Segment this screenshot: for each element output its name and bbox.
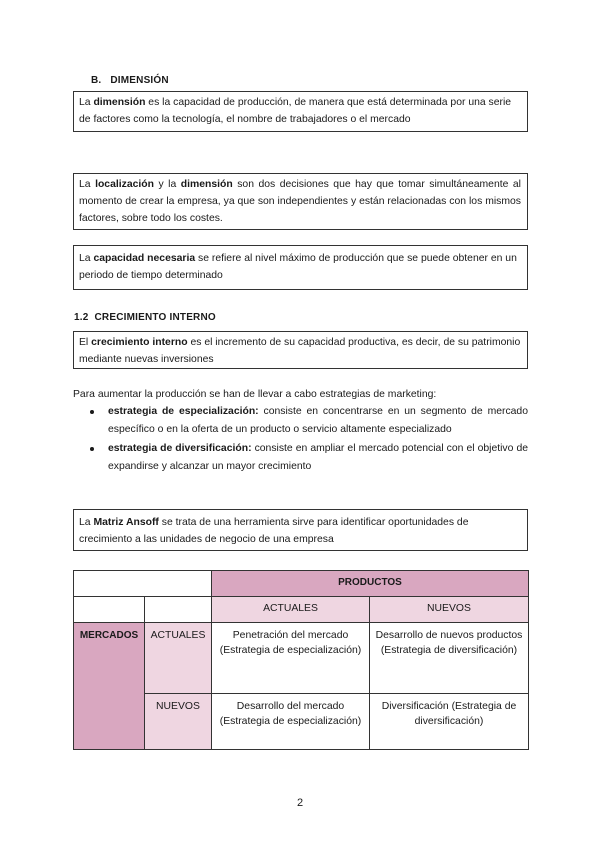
cell-penetracion: Penetración del mercado (Estrategia de especialización) <box>212 623 370 694</box>
section-b-heading <box>91 75 169 86</box>
box4-text-pre: El <box>79 337 92 348</box>
list-item <box>90 440 528 475</box>
intro-paragraph: Para aumentar la producción se han de llevar a cabo estrategias de marketing: <box>73 389 437 400</box>
section-12-heading <box>74 312 216 323</box>
bullet-term: estrategia de especialización: <box>108 406 259 417</box>
row-header-actuales: ACTUALES <box>145 623 212 694</box>
bullet-dot-icon <box>90 410 94 414</box>
table-empty-cell <box>74 597 145 623</box>
box2-term-2: dimensión <box>180 179 233 190</box>
box1-text-post: es la capacidad de producción, de manera que está determinada por una serie de factores como la tecnología, el nombre de trabajadores o el mercado <box>79 97 512 125</box>
strategy-list <box>90 403 528 477</box>
section-12-number: 1.2 <box>74 312 89 323</box>
definition-box-localizacion <box>73 173 528 230</box>
section-12-title: CRECIMIENTO INTERNO <box>94 312 216 323</box>
box5-text-post: se trata de una herramienta sirve para identificar oportunidades de crecimiento a las unidades de negocio de una empresa <box>79 517 469 545</box>
definition-box-capacidad <box>73 245 528 290</box>
box5-term: Matriz Ansoff <box>93 517 159 528</box>
table-row <box>74 623 529 694</box>
box3-term: capacidad necesaria <box>93 253 196 264</box>
box5-text-pre: La <box>79 517 94 528</box>
box2-text-1: La <box>79 179 96 190</box>
list-item <box>90 403 528 438</box>
box4-term: crecimiento interno <box>91 337 188 348</box>
box4-text-post: es el incremento de su capacidad productiva, es decir, de su patrimonio mediante nuevas inversiones <box>79 337 521 365</box>
bullet-term: estrategia de diversificación: <box>108 443 252 454</box>
box3-text-post: se refiere al nivel máximo de producción que se puede obtener en un periodo de tiempo determinado <box>79 253 517 281</box>
section-b-title: DIMENSIÓN <box>110 75 169 86</box>
header-nuevos: NUEVOS <box>370 597 529 623</box>
definition-box-crecimiento <box>73 331 528 369</box>
table-row <box>74 597 529 623</box>
table-empty-cell <box>145 597 212 623</box>
page-number: 2 <box>296 797 304 809</box>
bullet-dot-icon <box>90 447 94 451</box>
cell-desarrollo-productos: Desarrollo de nuevos productos (Estrategia de diversificación) <box>370 623 529 694</box>
box2-term-1: localización <box>95 179 154 190</box>
section-b-label: B. <box>91 75 102 86</box>
box1-term: dimensión <box>93 97 146 108</box>
box1-text-pre: La <box>79 97 94 108</box>
definition-box-dimension <box>73 91 528 132</box>
box3-text-pre: La <box>79 253 94 264</box>
box2-text-2: y la <box>153 179 181 190</box>
header-productos: PRODUCTOS <box>212 571 529 597</box>
box2-text-3: son dos decisiones que hay que tomar simultáneamente al momento de crear la empresa, ya que son independientes y están relacionadas con los mismos factores, sobre todo los costes. <box>79 179 521 224</box>
header-actuales: ACTUALES <box>212 597 370 623</box>
table-row <box>74 571 529 597</box>
cell-desarrollo-mercado: Desarrollo del mercado (Estrategia de especialización) <box>212 694 370 750</box>
cell-diversificacion: Diversificación (Estrategia de diversificación) <box>370 694 529 750</box>
table-corner-cell <box>74 571 212 597</box>
ansoff-matrix-table <box>73 570 529 750</box>
bullet-text: consiste en concentrarse en un segmento de mercado específico o en la oferta de un producto o servicio altamente especializado <box>108 406 528 435</box>
row-header-nuevos: NUEVOS <box>145 694 212 750</box>
bullet-text: consiste en ampliar el mercado potencial con el objetivo de expandirse y alcanzar un mayor crecimiento <box>108 443 528 472</box>
header-mercados: MERCADOS <box>74 623 145 750</box>
definition-box-ansoff <box>73 509 528 551</box>
